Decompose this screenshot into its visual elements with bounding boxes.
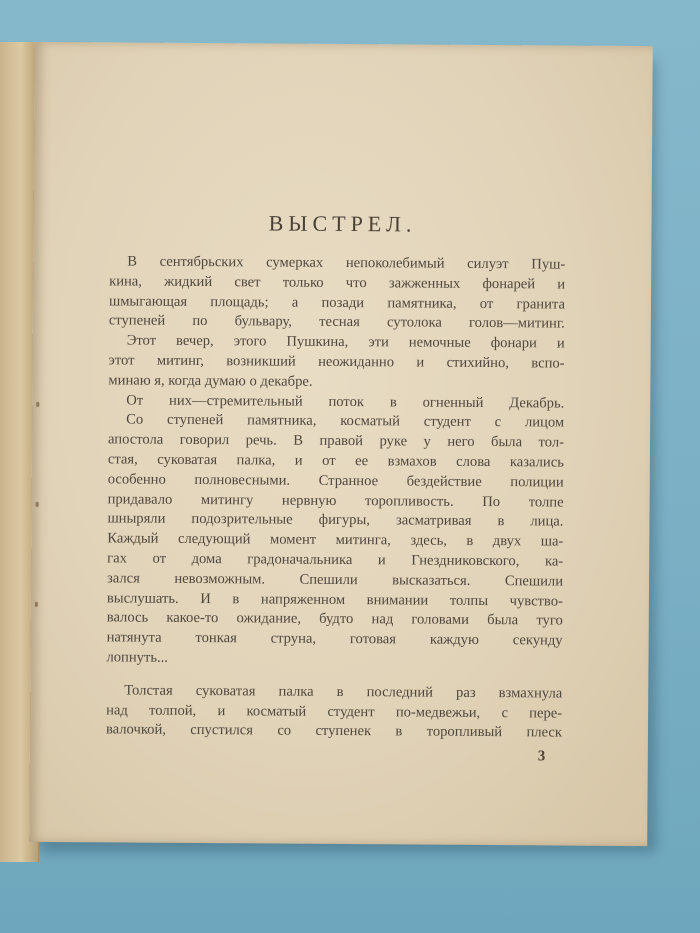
binding-stitch: [36, 402, 39, 407]
text-line: Толстая суковатая палка в последний раз взмахнула: [124, 682, 563, 702]
text-line: зался невозможным. Спешили высказаться. Спешили: [107, 570, 564, 590]
text-line: особенно полновесными. Странное бездействие полиции: [107, 471, 564, 491]
text-line: придавало митингу нервную торопливость. По толпе: [107, 490, 564, 511]
binding-stitch: [36, 502, 39, 507]
body-text: [106, 252, 565, 743]
text-line: Со ступеней памятника, косматый студент с лицом: [126, 411, 565, 431]
chapter-title: ВЫСТРЕЛ.: [268, 210, 417, 237]
text-line: Каждый следующий момент митинга, здесь, в двух ша-: [107, 530, 564, 550]
text-line: лопнуть...: [106, 649, 169, 666]
text-line: Этот вечер, этого Пушкина, эти немочные фонари и: [126, 332, 565, 352]
text-line: шмыгающая площадь; а позади памятника, от гранита: [108, 292, 566, 313]
text-line: над толпой, и косматый студент по-медвежьи, с пере-: [106, 701, 563, 722]
book-page: [29, 42, 653, 846]
text-line: ступеней по бульвару, тесная сутолока голов—митинг.: [108, 312, 565, 332]
text-line: минаю я, когда думаю о декабре.: [108, 372, 313, 390]
text-line: В сентябрьских сумерках непоколебимый силуэт Пуш-: [127, 253, 566, 273]
binding-stitch: [35, 602, 38, 607]
text-line: апостола говорил речь. В правой руке у него была тол-: [107, 431, 565, 451]
text-line: шныряли подозрительные фигуры, засматривая в лица.: [107, 510, 564, 530]
text-line: выслушать. И в напряженном внимании толпы чувство-: [106, 589, 563, 610]
text-line: натянута тонкая струна, готовая каждую секунду: [106, 629, 563, 649]
text-line: стая, суковатая палка, и от ее взмахов слова казались: [107, 451, 564, 471]
text-line: валочкой, спустился со ступенек в торопливый плеск: [105, 721, 563, 741]
text-line: кина, жидкий свет только что зажженных фонарей и: [109, 273, 566, 293]
text-line: гах от дома градоначальника и Гнездниковского, ка-: [107, 550, 564, 570]
text-line: валось какое-то ожидание, будто над головами была туго: [106, 609, 563, 629]
text-line: этот митинг, возникший неожиданно и стихийно, вспо-: [108, 352, 565, 372]
text-line: От них—стремительный поток в огненный Декабрь.: [126, 392, 565, 412]
page-number: 3: [537, 748, 546, 765]
